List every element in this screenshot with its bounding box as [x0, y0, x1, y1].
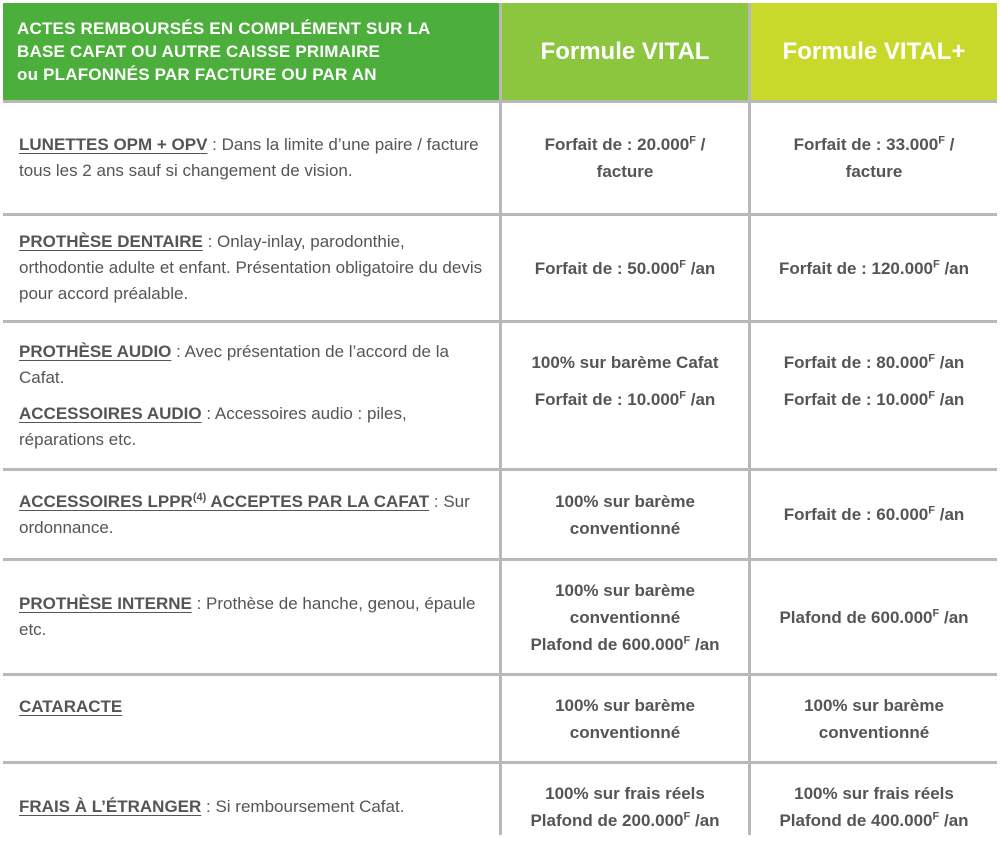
column-header-vitalplus [751, 3, 997, 100]
row-etranger-label: FRAIS À L’ÉTRANGER [19, 797, 202, 816]
value-text: 100% sur barème [555, 580, 695, 600]
row-audio-vitalplus [751, 323, 997, 468]
table-header-acts [3, 3, 499, 100]
coverage-table [3, 3, 997, 835]
value-text: 100% sur barème [804, 695, 944, 715]
value-text: 100% sur barème [555, 695, 695, 715]
value-text: Plafond de 400.000 [779, 811, 933, 830]
row-audio-accessories-label: ACCESSOIRES AUDIO [19, 403, 202, 423]
row-interne-label: PROTHÈSE INTERNE [19, 594, 192, 613]
value-text: facture [596, 162, 654, 181]
row-lppr-text: : Sur ordonnance. [19, 491, 470, 537]
value-suffix: /an [935, 353, 965, 372]
header-title-line1: ACTES REMBOURSÉS EN COMPLÉMENT SUR LA [17, 19, 431, 38]
row-lppr-label-suffix: ACCEPTES PAR LA CAFAT [206, 491, 430, 511]
row-dentaire-vitalplus [751, 216, 997, 320]
value-text: 100% sur frais réels [794, 784, 954, 803]
value-text: Forfait de : 33.000 [793, 135, 939, 154]
currency-superscript: F [932, 257, 940, 270]
row-dentaire-vital [502, 216, 748, 320]
value-text: conventionné [818, 722, 930, 742]
value-text: 100% sur frais réels [545, 784, 705, 803]
row-lunettes-vitalplus [751, 103, 997, 213]
value-suffix: /an [686, 390, 716, 409]
row-etranger-vital [502, 764, 748, 850]
value-text: Forfait de : 60.000 [783, 505, 929, 524]
column-header-vitalplus-label: Formule VITAL+ [782, 37, 966, 65]
row-etranger-description [3, 764, 499, 850]
column-header-vital [502, 3, 748, 100]
currency-superscript: F [928, 504, 935, 517]
row-interne-vital [502, 561, 748, 673]
value-text: facture [845, 162, 903, 181]
value-suffix: /an [935, 390, 965, 409]
currency-superscript: F [679, 257, 686, 270]
column-header-vital-label: Formule VITAL [540, 37, 710, 65]
value-text: Plafond de 200.000 [530, 811, 684, 830]
value-suffix: / [695, 135, 706, 154]
row-etranger-vitalplus [751, 764, 997, 850]
value-suffix: /an [939, 811, 969, 830]
value-text: conventionné [569, 607, 681, 627]
value-text: conventionné [569, 722, 681, 742]
row-audio-accessories-text: : Accessoires audio : piles, réparations etc. [19, 403, 407, 449]
currency-superscript: F [928, 352, 935, 365]
value-suffix: / [944, 135, 955, 154]
currency-superscript: F [683, 810, 691, 823]
row-audio-description [3, 323, 499, 468]
currency-superscript: F [938, 134, 945, 147]
row-lunettes-description [3, 103, 499, 213]
row-cataracte-label: CATARACTE [19, 697, 123, 716]
row-cataracte-vital [502, 676, 748, 761]
row-dentaire-text: : Onlay-inlay, parodonthie, orthodontie adulte et enfant. Présentation obligatoire du devis pour accord préalable. [19, 232, 483, 303]
value-text: Forfait de : 50.000 [534, 258, 680, 278]
row-audio-label: PROTHÈSE AUDIO [19, 341, 172, 361]
currency-superscript: F [932, 606, 940, 619]
row-dentaire-description [3, 216, 499, 320]
row-audio-vital [502, 323, 748, 468]
row-etranger-text: : Si remboursement Cafat. [201, 797, 405, 816]
currency-superscript: F [689, 134, 696, 147]
value-suffix: /an [935, 505, 965, 524]
row-lunettes-label: LUNETTES OPM + OPV [19, 135, 208, 154]
value-text: 100% sur barème Cafat [531, 353, 719, 372]
row-lppr-vital [502, 471, 748, 558]
value-suffix: /an [939, 607, 969, 627]
header-title-line2: BASE CAFAT OU AUTRE CAISSE PRIMAIRE [17, 42, 381, 61]
value-text: Forfait de : 120.000 [778, 258, 933, 278]
value-suffix: /an [939, 258, 970, 278]
value-text: conventionné [569, 518, 681, 538]
value-text: Plafond de 600.000 [779, 607, 933, 627]
value-suffix: /an [690, 811, 720, 830]
row-cataracte-description [3, 676, 499, 761]
row-lunettes-vital [502, 103, 748, 213]
row-cataracte-vitalplus [751, 676, 997, 761]
footnote-marker: (4) [192, 490, 207, 503]
value-text: Forfait de : 80.000 [783, 353, 929, 372]
row-audio-text: : Avec présentation de l’accord de la Cafat. [19, 341, 449, 387]
row-lppr-vitalplus [751, 471, 997, 558]
currency-superscript: F [683, 633, 691, 646]
currency-superscript: F [932, 810, 940, 823]
row-interne-description [3, 561, 499, 673]
value-text: 100% sur barème [555, 491, 695, 511]
header-title-line3: ou PLAFONNÉS PAR FACTURE OU PAR AN [17, 65, 377, 84]
row-lppr-description [3, 471, 499, 558]
row-lunettes-text: : Dans la limite d’une paire / facture tous les 2 ans sauf si changement de vision. [19, 135, 479, 180]
row-lppr-label: ACCESSOIRES LPPR [19, 491, 193, 511]
value-text: Forfait de : 10.000 [534, 390, 680, 409]
row-interne-text: : Prothèse de hanche, genou, épaule etc. [19, 594, 476, 639]
currency-superscript: F [679, 389, 686, 402]
currency-superscript: F [928, 389, 935, 402]
value-text: Plafond de 600.000 [530, 634, 684, 654]
value-text: Forfait de : 10.000 [783, 390, 929, 409]
value-text: Forfait de : 20.000 [544, 135, 690, 154]
value-suffix: /an [690, 634, 720, 654]
row-dentaire-label: PROTHÈSE DENTAIRE [19, 232, 203, 251]
row-interne-vitalplus [751, 561, 997, 673]
value-suffix: /an [686, 258, 716, 278]
